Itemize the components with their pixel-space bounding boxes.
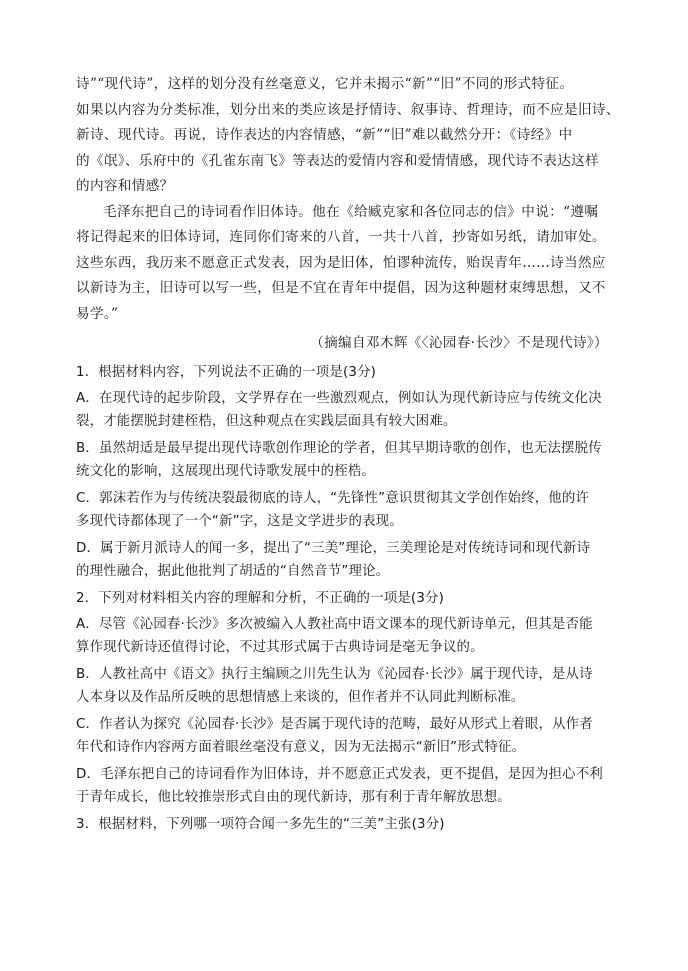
passage-line: 的《氓》、乐府中的《孔雀东南飞》等表达的爱情内容和爱情情感，现代诗不表达这样 <box>76 152 600 169</box>
passage-source: （摘编自邓木辉《〈沁园春·长沙〉不是现代诗》） <box>310 335 608 351</box>
passage-line: 如果以内容为分类标准，划分出来的类应该是抒情诗、叙事诗、哲理诗，而不应是旧诗、 <box>76 101 620 118</box>
questions-section <box>76 361 620 836</box>
option-a[interactable]: A．在现代诗的起步阶段，文学界存在一些激烈观点，例如认为现代新诗应与传统文化决 裂，才能摆脱封建桎梏，但这种观点在实践层面具有较大困难。 <box>76 390 602 429</box>
passage-line: 的内容和情感？ <box>76 178 174 194</box>
passage-line: 诗”“现代诗”，这样的划分没有丝毫意义，它并未揭示“新”“旧”不同的形式特征。 <box>76 76 574 92</box>
question-2 <box>76 587 620 809</box>
option-d[interactable]: D．毛泽东把自己的诗词看作为旧体诗，并不愿意正式发表，更不提倡，是因为担心不利 于青年成长，他比较推崇形式自由的现代新诗，那有利于青年解放思想。 <box>76 766 603 805</box>
passage-line: 以新诗为主，旧诗可以写一些，但是不宜在青年中提倡，因为这种题材束缚思想，又不 <box>76 280 606 296</box>
option-b[interactable]: B．人教社高中《语文》执行主编顾之川先生认为《沁园春·长沙》属于现代诗，是从诗 人本身以及作品所反映的思想情感上来谈的，但作者并不认同此判断标准。 <box>76 666 593 705</box>
question-title: 2．下列对材料相关内容的理解和分析，不正确的一项是(3分) <box>76 590 445 606</box>
passage-line: 毛泽东把自己的诗词看作旧体诗。他在《给臧克家和各位同志的信》中说：“遵嘱 <box>103 203 599 220</box>
passage-line: 将记得起来的旧体诗词，连同你们寄来的八首，一共十八首，抄寄如另纸，请加审处。 <box>76 229 606 245</box>
option-b[interactable]: B．虽然胡适是最早提出现代诗歌创作理论的学者，但其早期诗歌的创作，也无法摆脱传 统文化的影响，这展现出现代诗歌发展中的桎梏。 <box>76 440 602 479</box>
question-title: 1．根据材料内容，下列说法不正确的一项是(3分) <box>76 364 377 380</box>
passage-line: 易学。” <box>76 305 119 322</box>
question-1 <box>76 361 620 583</box>
option-d[interactable]: D．属于新月派诗人的闻一多，提出了“三美”理论，三美理论是对传统诗词和现代新诗 的理性融合，据此他批判了胡适的“自然音节”理论。 <box>76 540 591 579</box>
passage-line: 这些东西，我历来不愿意正式发表，因为是旧体，怕谬种流传，贻误青年……诗当然应 <box>76 254 606 271</box>
reading-passage <box>76 72 620 357</box>
exam-page <box>76 72 620 839</box>
question-3 <box>76 813 620 836</box>
option-c[interactable]: C．作者认为探究《沁园春·长沙》是否属于现代诗的范畴，最好从形式上着眼，从作者 年代和诗作内容两方面着眼丝毫没有意义，因为无法揭示“新旧”形式特征。 <box>76 716 593 755</box>
option-c[interactable]: C．郭沫若作为与传统决裂最彻底的诗人，“先锋性”意识贯彻其文学创作始终，他的许 多现代诗都体现了一个“新”字，这是文学进步的表现。 <box>76 490 590 529</box>
passage-line: 新诗、现代诗。再说，诗作表达的内容情感，“新”“旧”难以截然分开：《诗经》中 <box>76 127 573 143</box>
option-a[interactable]: A．尽管《沁园春·长沙》多次被编入人教社高中语文课本的现代新诗单元，但其是否能 算作现代新诗还值得讨论，不过其形式属于古典诗词是毫无争议的。 <box>76 616 593 655</box>
question-title: 3．根据材料，下列哪一项符合闻一多先生的“三美”主张(3分) <box>76 816 445 832</box>
